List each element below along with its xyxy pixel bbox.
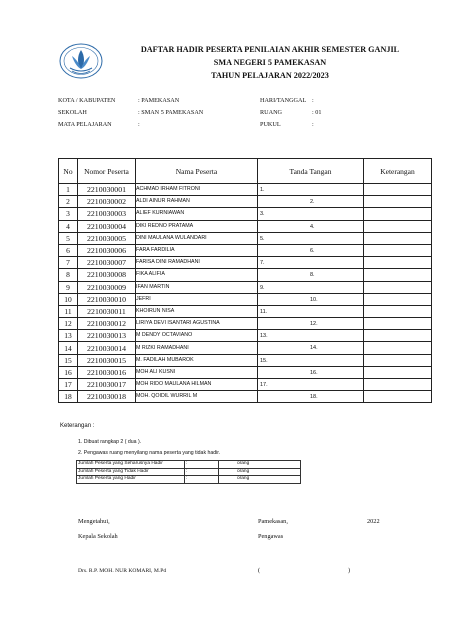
sign-number: 1.	[260, 187, 265, 193]
row-keterangan	[364, 379, 432, 391]
table-row	[59, 269, 432, 281]
row-keterangan	[364, 257, 432, 269]
row-tanda-tangan	[258, 244, 364, 256]
row-no: 12	[59, 318, 78, 330]
row-nomor-peserta: 2210030013	[78, 330, 136, 342]
mapel-label: MATA PELAJARAN	[58, 121, 112, 128]
row-tanda-tangan	[258, 318, 364, 330]
table-row	[59, 184, 432, 196]
row-no: 13	[59, 330, 78, 342]
row-tanda-tangan	[258, 257, 364, 269]
kepala-sekolah-label: Kepala Sekolah	[78, 533, 118, 540]
row-nomor-peserta: 2210030016	[78, 366, 136, 378]
row-nama-peserta: LIRIYA DEVI ISANTARI AGUSTINA	[136, 318, 258, 330]
count-unit: orang	[219, 468, 301, 476]
row-keterangan	[364, 305, 432, 317]
row-tanda-tangan	[258, 196, 364, 208]
sign-number: 14.	[310, 345, 318, 352]
row-keterangan	[364, 208, 432, 220]
row-nomor-peserta: 2210030015	[78, 354, 136, 366]
row-tanda-tangan	[258, 293, 364, 305]
sign-number: 3.	[260, 211, 265, 218]
row-nomor-peserta: 2210030002	[78, 196, 136, 208]
row-nomor-peserta: 2210030007	[78, 257, 136, 269]
ruang-value: : 01	[312, 109, 322, 116]
pukul-label: PUKUL	[260, 121, 281, 128]
row-no: 11	[59, 305, 78, 317]
sign-number: 8.	[310, 272, 315, 279]
mengetahui-label: Mengetahui,	[78, 518, 110, 525]
header-nama-peserta: Nama Peserta	[136, 159, 258, 184]
table-row	[59, 342, 432, 354]
sign-number: 11.	[260, 308, 268, 315]
table-row	[59, 196, 432, 208]
sign-number: 9.	[260, 284, 265, 291]
row-tanda-tangan	[258, 342, 364, 354]
row-nama-peserta: M. FADILAH MUBAROK	[136, 354, 258, 366]
table-row	[59, 257, 432, 269]
row-keterangan	[364, 220, 432, 232]
table-row	[59, 220, 432, 232]
row-no: 7	[59, 257, 78, 269]
hari-label: HARI/TANGGAL	[260, 97, 307, 104]
table-header-row	[59, 159, 432, 184]
academic-year: TAHUN PELAJARAN 2022/2023	[211, 71, 329, 80]
row-no: 3	[59, 208, 78, 220]
row-no: 14	[59, 342, 78, 354]
row-nama-peserta: ACHMAD IRHAM FITRONI	[136, 184, 258, 196]
row-nama-peserta: JEFRI	[136, 293, 258, 305]
kota-label: KOTA / KABUPATEN	[58, 97, 116, 104]
row-keterangan	[364, 184, 432, 196]
table-row	[59, 244, 432, 256]
table-row	[59, 208, 432, 220]
notes-title: Keterangan :	[60, 423, 95, 429]
sign-number: 12.	[310, 321, 318, 328]
row-nomor-peserta: 2210030012	[78, 318, 136, 330]
row-nomor-peserta: 2210030011	[78, 305, 136, 317]
ruang-label: RUANG	[260, 109, 283, 116]
row-nama-peserta: IFAN MARTIN	[136, 281, 258, 293]
row-tanda-tangan	[258, 220, 364, 232]
row-keterangan	[364, 391, 432, 403]
row-keterangan	[364, 196, 432, 208]
sign-number: 7.	[260, 260, 265, 267]
count-colon: :	[185, 476, 219, 484]
row-no: 1	[59, 184, 78, 196]
row-nama-peserta: KHOIRUN NISA	[136, 305, 258, 317]
row-tanda-tangan	[258, 184, 364, 196]
row-keterangan	[364, 330, 432, 342]
table-row	[59, 391, 432, 403]
row-nomor-peserta: 2210030004	[78, 220, 136, 232]
header-nomor-peserta: Nomor Peserta	[78, 159, 136, 184]
school-logo-icon	[58, 42, 104, 80]
row-nama-peserta: DINI MAULANA WULANDARI	[136, 232, 258, 244]
row-no: 6	[59, 244, 78, 256]
row-tanda-tangan	[258, 330, 364, 342]
row-tanda-tangan	[258, 281, 364, 293]
kota-value: : PAMEKASAN	[138, 97, 180, 104]
row-no: 10	[59, 293, 78, 305]
table-row	[59, 379, 432, 391]
mapel-value: :	[138, 121, 140, 128]
row-no: 16	[59, 366, 78, 378]
count-colon: :	[185, 461, 219, 469]
row-no: 17	[59, 379, 78, 391]
row-no: 18	[59, 391, 78, 403]
count-unit: orang	[219, 476, 301, 484]
row-nama-peserta: ALIEF KURNIAWAN	[136, 208, 258, 220]
count-label: Jumlah Peserta yang Seharusnya Hadir	[77, 461, 185, 469]
row-keterangan	[364, 281, 432, 293]
row-keterangan	[364, 366, 432, 378]
bracket-open: (	[258, 567, 261, 574]
row-tanda-tangan	[258, 366, 364, 378]
row-nama-peserta: MOH ALI KUSNI	[136, 366, 258, 378]
row-nama-peserta: FARA FARDILIA	[136, 244, 258, 256]
row-tanda-tangan	[258, 232, 364, 244]
row-nama-peserta: MOH RIDO MAULANA HILMAN	[136, 379, 258, 391]
row-nama-peserta: M RIZKI RAMADHANI	[136, 342, 258, 354]
header-tanda-tangan: Tanda Tangan	[258, 159, 364, 184]
row-nama-peserta: DIKI REDNO PRATAMA	[136, 220, 258, 232]
year-label: 2022	[367, 518, 380, 525]
doc-title: DAFTAR HADIR PESERTA PENILAIAN AKHIR SEMESTER GANJIL	[140, 45, 400, 54]
count-label: Jumlah Peserta yang Hadir	[77, 476, 185, 484]
bracket-close: )	[348, 567, 351, 574]
school-name: SMA NEGERI 5 PAMEKASAN	[213, 58, 327, 67]
row-tanda-tangan	[258, 379, 364, 391]
count-colon: :	[185, 468, 219, 476]
row-no: 15	[59, 354, 78, 366]
pukul-value: :	[312, 121, 314, 128]
row-nama-peserta: MOH. QOIDIL WURRIL M	[136, 391, 258, 403]
count-row	[77, 476, 301, 484]
row-nomor-peserta: 2210030010	[78, 293, 136, 305]
row-no: 9	[59, 281, 78, 293]
row-no: 2	[59, 196, 78, 208]
count-unit: orang	[219, 461, 301, 469]
sign-number: 10.	[310, 296, 318, 303]
row-keterangan	[364, 342, 432, 354]
count-row	[77, 468, 301, 476]
sign-number: 4.	[310, 223, 315, 230]
table-row	[59, 318, 432, 330]
row-keterangan	[364, 269, 432, 281]
note-item-1: 1. Dibuat rangkap 2 ( dua ).	[78, 439, 142, 445]
row-keterangan	[364, 318, 432, 330]
row-no: 4	[59, 220, 78, 232]
row-nomor-peserta: 2210030014	[78, 342, 136, 354]
pengawas-label: Pengawas	[258, 533, 284, 540]
header-keterangan: Keterangan	[364, 159, 432, 184]
note-item-2: 2. Pengawas ruang menyilang nama peserta yang tidak hadir.	[78, 450, 221, 456]
sekolah-value: : SMAN 5 PAMEKASAN	[138, 109, 204, 116]
row-nama-peserta: FIKA ALIFIA	[136, 269, 258, 281]
row-nama-peserta: ALDI AINUR RAHMAN	[136, 196, 258, 208]
row-tanda-tangan	[258, 208, 364, 220]
row-keterangan	[364, 293, 432, 305]
count-label: Jumlah Peserta yang Tidak Hadir	[77, 468, 185, 476]
row-nomor-peserta: 2210030008	[78, 269, 136, 281]
kepala-sekolah-name: Drs. R.P. MOH. NUR KOMARI, M.Pd	[78, 568, 167, 574]
sign-number: 13.	[260, 333, 268, 340]
sign-number: 2.	[310, 199, 315, 206]
row-nomor-peserta: 2210030005	[78, 232, 136, 244]
row-keterangan	[364, 354, 432, 366]
table-row	[59, 366, 432, 378]
sign-number: 18.	[310, 394, 318, 401]
place-label: Pamekasan,	[258, 518, 288, 525]
count-row	[77, 461, 301, 469]
row-tanda-tangan	[258, 391, 364, 403]
row-tanda-tangan	[258, 269, 364, 281]
row-no: 5	[59, 232, 78, 244]
row-keterangan	[364, 232, 432, 244]
sign-number: 16.	[310, 369, 318, 376]
table-row	[59, 281, 432, 293]
table-row	[59, 305, 432, 317]
row-nomor-peserta: 2210030003	[78, 208, 136, 220]
row-keterangan	[364, 244, 432, 256]
hari-value: :	[312, 97, 314, 104]
row-nomor-peserta: 2210030006	[78, 244, 136, 256]
row-nomor-peserta: 2210030001	[78, 184, 136, 196]
sekolah-label: SEKOLAH	[58, 109, 87, 116]
row-nama-peserta: FARISA DINI RAMADHANI	[136, 257, 258, 269]
sign-number: 5.	[260, 235, 265, 242]
row-nomor-peserta: 2210030018	[78, 391, 136, 403]
sign-number: 17.	[260, 382, 268, 388]
row-no: 8	[59, 269, 78, 281]
row-tanda-tangan	[258, 354, 364, 366]
row-tanda-tangan	[258, 305, 364, 317]
attendance-table	[58, 158, 432, 403]
header-no: No	[59, 159, 78, 184]
table-row	[59, 293, 432, 305]
sign-number: 15.	[260, 357, 268, 364]
sign-number: 6.	[310, 247, 315, 254]
table-row	[59, 232, 432, 244]
table-row	[59, 354, 432, 366]
row-nomor-peserta: 2210030009	[78, 281, 136, 293]
table-row	[59, 330, 432, 342]
row-nama-peserta: M DENDY OCTAVIANO	[136, 330, 258, 342]
count-table	[76, 460, 301, 484]
row-nomor-peserta: 2210030017	[78, 379, 136, 391]
